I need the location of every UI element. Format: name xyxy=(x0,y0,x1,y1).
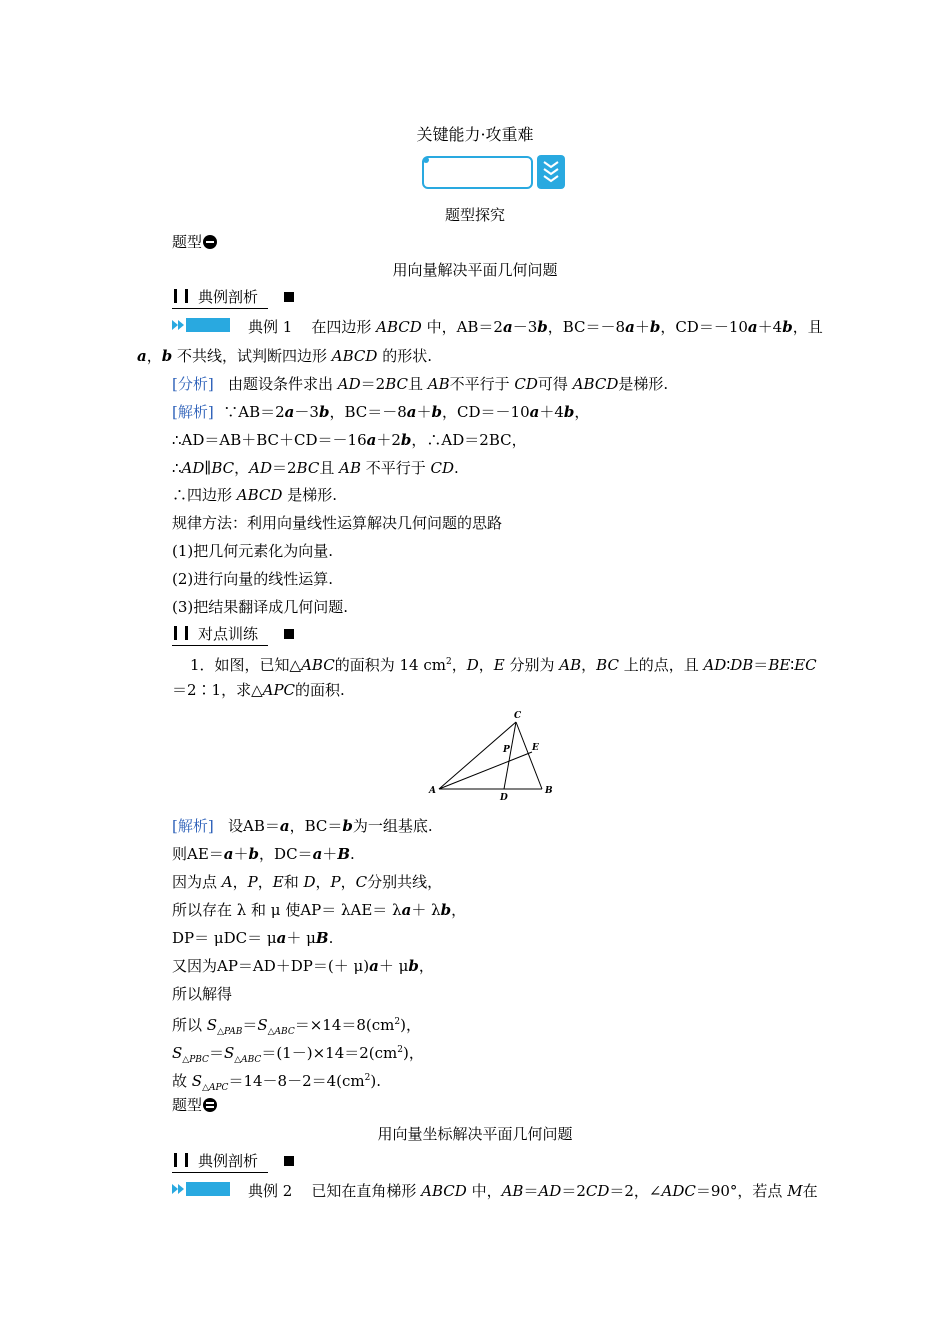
solution2-line5: DP＝ μDC＝ μa＋ μB. xyxy=(172,929,334,947)
solution2-line7: 所以解得 xyxy=(172,985,233,1003)
label-B: B xyxy=(545,786,553,796)
practice-line1: 1．如图，已知△ABC的面积为 14 $cm^2$，D，E 分别为 AB，BC 上的点，且 AD∶DB＝BE∶EC xyxy=(190,656,817,674)
example-badge-icon xyxy=(172,317,232,333)
section-example2-heading: 典例剖析 xyxy=(172,1151,294,1171)
circled-one-icon xyxy=(203,235,217,249)
banner-graphic xyxy=(420,154,568,192)
square-icon xyxy=(284,629,294,639)
solution2-line3: 因为点 A，P，E和 D，P，C分别共线， xyxy=(172,873,443,891)
solution2-tag: [解析] xyxy=(172,817,214,835)
square-icon xyxy=(284,292,294,302)
analysis-line: [分析] 由题设条件求出 AD＝2BC且 AB不平行于 CD可得 ABCD是梯形. xyxy=(172,375,669,393)
method-heading: 规律方法：利用向量线性运算解决几何问题的思路 xyxy=(172,514,503,532)
type1-title: 用向量解决平面几何问题 xyxy=(392,261,558,279)
example1-line2: a，b 不共线，试判断四边形 ABCD 的形状. xyxy=(137,347,432,365)
example2-line1: 典例 2 已知在直角梯形 ABCD 中，AB＝AD＝2CD＝2，∠ADC＝90°，若点 M在 xyxy=(248,1182,818,1200)
solution-line2: ∴AD＝AB＋BC＋CD＝－16a＋2b，∴AD＝2BC， xyxy=(172,431,527,449)
solution2-line10: 故 $S_{\triangle APC}=14-8-2=4(cm^2)$. xyxy=(172,1072,381,1093)
solution-line3: ∴AD∥BC，AD＝2BC且 AB 不平行于 CD. xyxy=(172,459,459,477)
solution2-line4: 所以存在 λ 和 μ 使AP＝ λAE＝ λa＋ λb， xyxy=(172,901,467,919)
solution2-line8: 所以 $S_{\triangle PAB}=S_{\triangle ABC}=\times 14=8(cm^2)$， xyxy=(172,1016,421,1037)
label-D: D xyxy=(500,793,508,803)
analysis-tag: [分析] xyxy=(172,375,214,393)
label-E: E xyxy=(532,743,539,753)
section-example-heading: 典例剖析 xyxy=(172,287,294,307)
bars-icon xyxy=(172,625,198,641)
section-practice-heading: 对点训练 xyxy=(172,624,294,644)
method-step-1: (1)把几何元素化为向量. xyxy=(172,542,334,560)
example-badge-icon xyxy=(172,1181,232,1197)
label-A: A xyxy=(429,786,436,796)
type2-title: 用向量坐标解决平面几何问题 xyxy=(377,1125,573,1143)
label-C: C xyxy=(514,711,522,721)
page-title: 关键能力·攻重难 xyxy=(416,125,534,144)
triangle-figure xyxy=(425,708,560,804)
type-label-1: 题型 xyxy=(172,232,217,252)
solution2-line9: $S_{\triangle PBC}=S_{\triangle ABC}=(1-)\times 14=2(cm^2)$， xyxy=(172,1044,424,1065)
solution-line1: [解析] ∵AB＝2a－3b，BC＝－8a＋b，CD＝－10a＋4b， xyxy=(172,403,590,421)
section-subtitle: 题型探究 xyxy=(444,206,505,224)
bars-icon xyxy=(172,288,198,304)
bars-icon xyxy=(172,1152,198,1168)
label-P: P xyxy=(503,745,510,755)
practice-line2: ＝2∶1，求△APC的面积. xyxy=(172,681,345,699)
solution2-line1: [解析] 设AB＝a，BC＝b为一组基底. xyxy=(172,817,433,835)
method-step-3: (3)把结果翻译成几何问题. xyxy=(172,598,349,616)
method-step-2: (2)进行向量的线性运算. xyxy=(172,570,334,588)
solution-line4: ∴四边形 ABCD 是梯形. xyxy=(172,486,337,504)
solution-tag: [解析] xyxy=(172,403,214,421)
square-icon xyxy=(284,1156,294,1166)
solution2-line2: 则AE＝a＋b，DC＝a＋B. xyxy=(172,845,355,863)
type-label-2: 题型 xyxy=(172,1095,217,1115)
solution2-line6: 又因为AP＝AD＋DP＝(＋ μ)a＋ μb， xyxy=(172,957,434,975)
example1-line1: 典例 1 在四边形 ABCD 中，AB＝2a－3b，BC＝－8a＋b，CD＝－10a＋4b，且 xyxy=(248,318,823,336)
circled-two-icon xyxy=(203,1098,217,1112)
